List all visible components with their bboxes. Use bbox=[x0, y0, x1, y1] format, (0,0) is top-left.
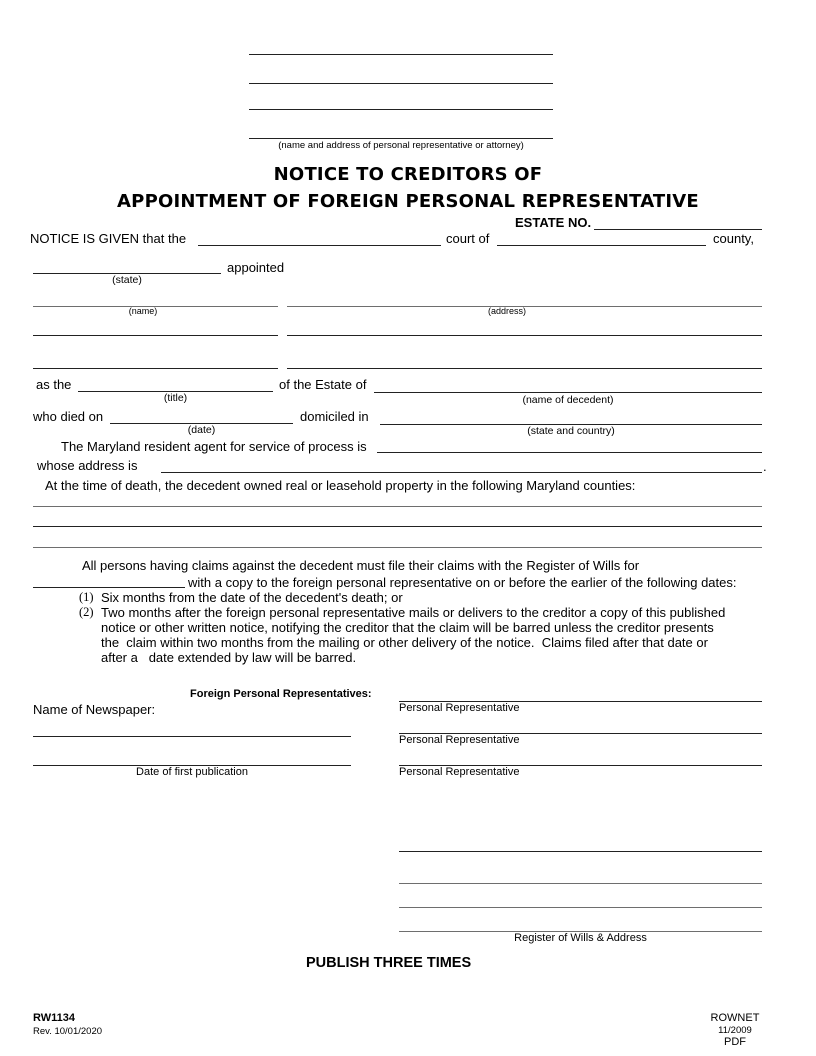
appointed-label: appointed bbox=[227, 260, 285, 275]
county-list-line-3[interactable] bbox=[33, 547, 762, 548]
rep-address-line-3[interactable] bbox=[249, 109, 553, 110]
address-period: . bbox=[763, 459, 767, 474]
name-field-2[interactable] bbox=[33, 335, 278, 336]
court-of-label: court of bbox=[446, 231, 490, 246]
newspaper-label: Name of Newspaper: bbox=[33, 702, 156, 717]
county-list-line-2[interactable] bbox=[33, 526, 762, 527]
resident-agent-field[interactable] bbox=[377, 452, 762, 453]
claims-copy-text: with a copy to the foreign personal representative on or before the earlier of the following dates: bbox=[188, 575, 737, 590]
rep-caption-3: Personal Representative bbox=[399, 766, 520, 778]
address-caption: (address) bbox=[487, 306, 526, 316]
claim-item-2-line-3: the claim within two months from the mailing or other delivery of the notice. Claims filed after that date or bbox=[101, 635, 708, 650]
first-pub-caption: Date of first publication bbox=[136, 766, 248, 778]
rep-caption-1: Personal Representative bbox=[399, 702, 520, 714]
register-line-2[interactable] bbox=[399, 883, 762, 884]
domiciled-label: domiciled in bbox=[300, 409, 369, 424]
estate-no-field[interactable] bbox=[594, 229, 762, 230]
agent-address-field[interactable] bbox=[161, 472, 762, 473]
footer-right-line-1: ROWNET bbox=[710, 1012, 760, 1024]
title-caption: (title) bbox=[163, 392, 188, 404]
register-county-field[interactable] bbox=[33, 587, 185, 588]
estate-no-label: ESTATE NO. bbox=[515, 215, 592, 230]
notice-given-label: NOTICE IS GIVEN that the bbox=[30, 231, 187, 246]
form-revision: Rev. 10/01/2020 bbox=[33, 1026, 103, 1037]
claim-item-1-text: Six months from the date of the decedent's death; or bbox=[101, 590, 403, 605]
decedent-caption: (name of decedent) bbox=[522, 394, 614, 406]
decedent-name-field[interactable] bbox=[374, 392, 762, 393]
date-caption: (date) bbox=[187, 424, 216, 436]
claim-item-2-number: (2) bbox=[79, 605, 94, 619]
state-caption: (state) bbox=[112, 274, 142, 286]
newspaper-field[interactable] bbox=[33, 736, 351, 737]
form-title-line-1: NOTICE TO CREDITORS OF bbox=[273, 164, 543, 185]
form-title-line-2: APPOINTMENT OF FOREIGN PERSONAL REPRESENTATIVE bbox=[117, 191, 699, 212]
county-label: county, bbox=[713, 231, 754, 246]
form-id: RW1134 bbox=[33, 1012, 75, 1024]
rep-address-caption: (name and address of personal representative or attorney) bbox=[278, 140, 524, 151]
register-line-1[interactable] bbox=[399, 851, 762, 852]
court-name-field[interactable] bbox=[198, 245, 441, 246]
property-text: At the time of death, the decedent owned real or leasehold property in the following Maryland counties: bbox=[45, 478, 636, 493]
who-died-label: who died on bbox=[33, 409, 104, 424]
whose-address-label: whose address is bbox=[37, 458, 138, 473]
publish-instruction: PUBLISH THREE TIMES bbox=[306, 955, 472, 971]
state-country-caption: (state and country) bbox=[527, 425, 615, 437]
claims-intro: All persons having claims against the decedent must file their claims with the Register of Wills for bbox=[82, 558, 640, 573]
rep-address-line-4[interactable] bbox=[249, 138, 553, 139]
resident-agent-label: The Maryland resident agent for service of process is bbox=[61, 439, 367, 454]
claim-item-2-line-2: notice or other written notice, notifying the creditor that the claim will be barred unless the creditor presents bbox=[101, 620, 714, 635]
claim-item-2-line-1: Two months after the foreign personal representative mails or delivers to the creditor a copy of this published bbox=[101, 605, 726, 620]
claim-item-1-number: (1) bbox=[79, 590, 94, 604]
rep-address-line-1[interactable] bbox=[249, 54, 553, 55]
register-line-3[interactable] bbox=[399, 907, 762, 908]
address-field-3[interactable] bbox=[287, 368, 762, 369]
county-list-line-1[interactable] bbox=[33, 506, 762, 507]
name-field-3[interactable] bbox=[33, 368, 278, 369]
foreign-reps-label: Foreign Personal Representatives: bbox=[190, 688, 372, 700]
name-caption: (name) bbox=[128, 306, 158, 316]
rep-caption-2: Personal Representative bbox=[399, 734, 520, 746]
footer-right-line-3: PDF bbox=[724, 1036, 746, 1048]
address-field-2[interactable] bbox=[287, 335, 762, 336]
rep-address-line-2[interactable] bbox=[249, 83, 553, 84]
of-estate-label: of the Estate of bbox=[279, 377, 367, 392]
claim-item-2-line-4: after a date extended by law will be barred. bbox=[101, 650, 357, 665]
county-field[interactable] bbox=[497, 245, 706, 246]
footer-right-line-2: 11/2009 bbox=[718, 1025, 752, 1036]
as-the-label: as the bbox=[36, 377, 72, 392]
register-caption: Register of Wills & Address bbox=[514, 932, 647, 944]
